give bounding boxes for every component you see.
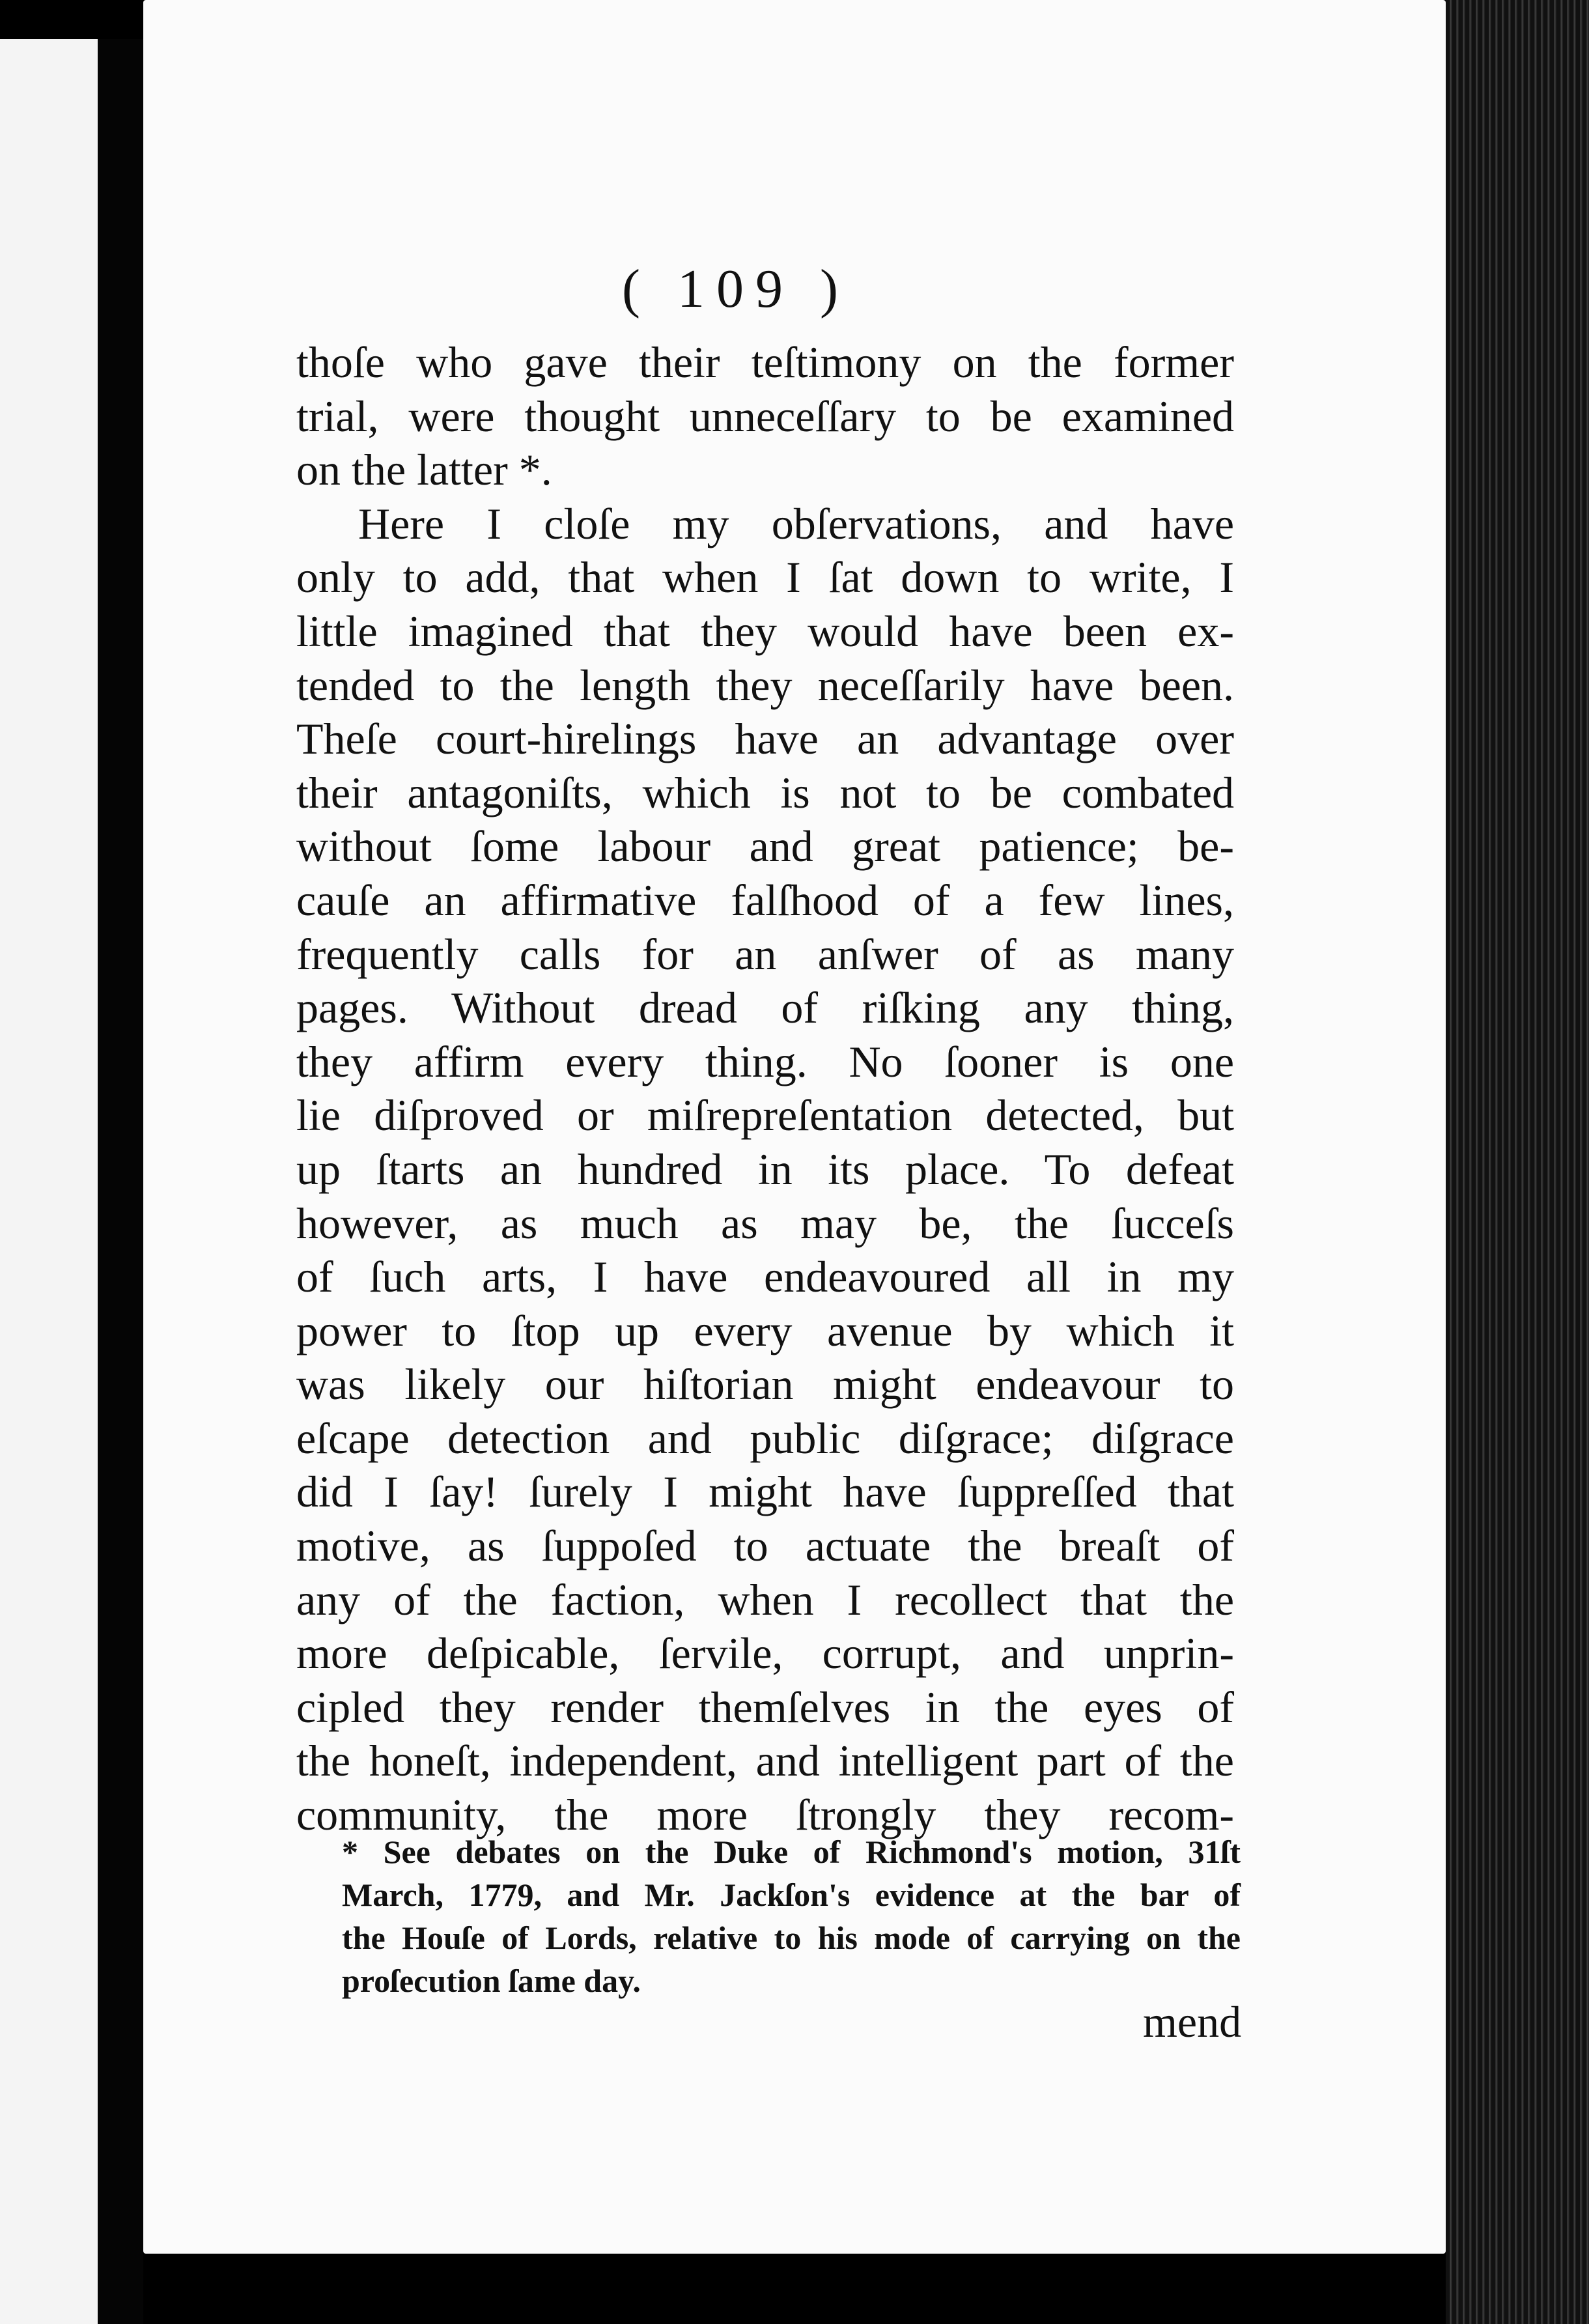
text-line: power to ſtop up every avenue by which it (296, 1305, 1234, 1355)
text-line: of ſuch arts, I have endeavoured all in my (296, 1252, 1234, 1302)
text-line: thoſe who gave their teſtimony on the former (296, 337, 1234, 387)
text-line: without ſome labour and great patience; be- (296, 821, 1234, 872)
text-line: they affirm every thing. No ſooner is one (296, 1036, 1234, 1086)
text-line: did I ſay! ſurely I might have ſuppreſſed that (296, 1467, 1234, 1517)
text-line: community, the more ſtrongly they recom- (296, 1790, 1234, 1840)
footnote-line: * See debates on the Duke of Richmond's motion, 31ſt (342, 1834, 1241, 1870)
text-line: pages. Without dread of riſking any thing, (296, 983, 1234, 1033)
text-line: however, as much as may be, the ſucceſs (296, 1198, 1234, 1248)
text-line: Theſe court-hirelings have an advantage over (296, 714, 1234, 764)
text-line: any of the faction, when I recollect that the (296, 1574, 1234, 1624)
text-line: frequently calls for an anſwer of as many (296, 929, 1234, 979)
text-line: only to add, that when I ſat down to write, I (296, 552, 1234, 602)
text-line: trial, were thought unneceſſary to be examined (296, 391, 1234, 441)
facing-page-edge (0, 39, 98, 2324)
text-line: little imagined that they would have been ex- (296, 606, 1234, 656)
footnote-line: March, 1779, and Mr. Jackſon's evidence at the bar of (342, 1877, 1241, 1913)
footnote-line: proſecution ſame day. (342, 1963, 641, 1999)
text-line: cauſe an affirmative falſhood of a few lines, (296, 875, 1234, 925)
page-stack-edges (1446, 0, 1589, 2324)
text-line: their antagoniſts, which is not to be combated (296, 767, 1234, 817)
text-line: the honeſt, independent, and intelligent part of the (296, 1736, 1234, 1786)
text-line: on the latter *. (296, 445, 552, 495)
text-line: motive, as ſuppoſed to actuate the breaſt of (296, 1521, 1234, 1571)
text-line: Here I cloſe my obſervations, and have (358, 498, 1234, 548)
text-line: tended to the length they neceſſarily have been. (296, 660, 1234, 710)
text-line: was likely our hiſtorian might endeavour to (296, 1359, 1234, 1410)
book-gutter (98, 39, 143, 2324)
body-text (296, 335, 1234, 1842)
text-line: more deſpicable, ſervile, corrupt, and unprin- (296, 1628, 1234, 1679)
catchword: mend (1143, 1997, 1242, 2047)
page-number: ( 109 ) (622, 259, 850, 319)
text-line: lie diſproved or miſrepreſentation detected, but (296, 1090, 1234, 1141)
text-line: eſcape detection and public diſgrace; diſgrace (296, 1413, 1234, 1463)
footnote (342, 1830, 1241, 2002)
text-line: up ſtarts an hundred in its place. To defeat (296, 1144, 1234, 1194)
footnote-line: the Houſe of Lords, relative to his mode of carrying on the (342, 1920, 1241, 1956)
text-line: cipled they render themſelves in the eyes of (296, 1682, 1234, 1732)
